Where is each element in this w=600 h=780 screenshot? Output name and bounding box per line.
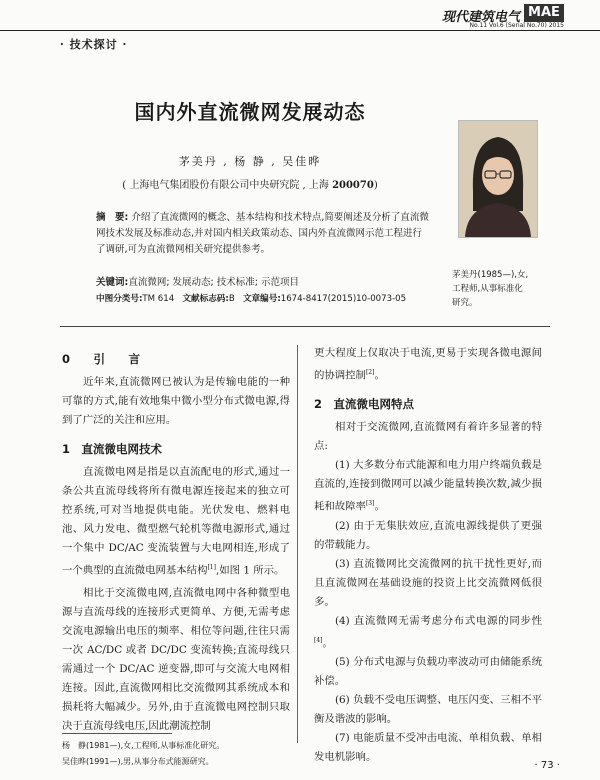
feature-item-5: (5) 分布式电源与负载功率波动可由储能系统补偿。 [314, 656, 542, 688]
abstract [96, 210, 431, 258]
affiliation: ( 上海电气集团股份有限公司中央研究院 , 上海 200070) [122, 180, 378, 191]
left-column [62, 344, 290, 736]
right-column [314, 344, 542, 767]
postcode: 200070 [332, 180, 374, 191]
journal-logo: MAE [524, 4, 564, 22]
abstract-divider [60, 326, 550, 327]
footnotes [62, 738, 302, 770]
author-bio: 茅美丹(1985—),女, 工程师,从事标准化 研究。 [452, 270, 529, 308]
footnote-1: 杨 静(1981—),女,工程师,从事标准化研究。 [62, 741, 225, 750]
keywords: 关键词:直流微网; 发展动态; 技术标准; 示范项目 [96, 277, 299, 288]
feature-item-4: (4) 直流微网无需考虑分布式电源的同步性[4]。 [314, 614, 542, 650]
feature-item-1: (1) 大多数分布式能源和电力用户终端负载是直流的,连接到微网可以减少能量转换次数,减少损耗和故障率[3]。 [314, 459, 542, 513]
page-number: · 73 · [534, 760, 560, 771]
article-authors: 茅美丹 , 杨 静 , 吴佳晔 [178, 155, 322, 168]
heading-dc-features: 2 直流微电网特点 [314, 397, 415, 412]
feature-item-3: (3) 直流微网比交流微网的抗干扰性更好,而且直流微网在基础设施的投资上比交流微网低很多。 [314, 557, 542, 608]
header-rule [0, 30, 600, 31]
author-photo [458, 120, 538, 238]
feature-item-6: (6) 负载不受电压调整、电压闪变、三相不平衡及谐波的影响。 [314, 694, 542, 726]
feature-item-2: (2) 由于无集肤效应,直流电源线提供了更强的带载能力。 [314, 519, 542, 551]
footnote-2: 吴佳晔(1991—),男,从事分布式能源研究。 [62, 757, 214, 766]
journal-name: 现代建筑电气 [441, 10, 520, 25]
feature-item-7: (7) 电能质量不受冲击电流、单相负载、单相发电机影响。 [314, 732, 542, 764]
paragraph-dc-definition: 直流微电网是指是以直流配电的形式,通过一条公共直流母线将所有微电源连接起来的独立可控系统,可对当地提供电能。光伏发电、燃料电池、风力发电、微型燃气轮机等微电源形式,通过一个集中 DC/AC 变流装置与大电网相连,形成了一个典型的直流微电网基本结构[1],如图 1 所示。 [62, 466, 290, 577]
paragraph-continued: 更大程度上仅取决于电流,更易于实现各微电源间的协调控制[2]。 [314, 347, 542, 382]
issue-info: No.11 Vol.6 (Serial No.70) 2015 [469, 22, 564, 29]
paragraph-intro: 近年来,直流微网已被认为是传输电能的一种可靠的方式,能有效地集中微小型分布式微电源,得到了广泛的关注和应用。 [62, 376, 290, 426]
classification-line: 中图分类号:TM 614 文献标志码:B 文章编号:1674-8417(2015)10-0073-05 [96, 294, 407, 304]
heading-introduction: 0 引 言 [62, 352, 147, 366]
heading-dc-microgrid-tech: 1 直流微电网技术 [62, 442, 163, 456]
footnote-rule [62, 733, 172, 734]
section-tag: · 技术探讨 · [60, 38, 128, 51]
abstract-label: 摘 要: [96, 212, 129, 223]
column-divider [297, 345, 298, 743]
article-title: 国内外直流微网发展动态 [134, 100, 366, 124]
abstract-text: 介绍了直流微网的概念、基本结构和技术特点,简要阐述及分析了直流微网技术发展及标准动态,并对国内相关政策动态、国内外直流微网示范工程进行了调研,可为直流微网相关研究提供参考。 [96, 212, 429, 255]
paragraph-features-intro: 相对于交流微网,直流微网有着许多显著的特点: [314, 421, 542, 453]
paragraph-dc-comparison: 相比于交流微电网,直流微电网中各种微型电源与直流母线的连接形式更简单、方便,无需考虑交流电源输出电压的频率、相位等问题,往往只需一次 AC/DC 或者 DC/DC 变流转换;直流母线只需通过一个 DC/AC 逆变器,即可与交流大电网相连接。因此,直流微网相比交流微网其系统成本和损耗将大幅减少。另外,由于直流微电网控制只取决于直流母线电压,因此潮流控制 [62, 587, 290, 733]
